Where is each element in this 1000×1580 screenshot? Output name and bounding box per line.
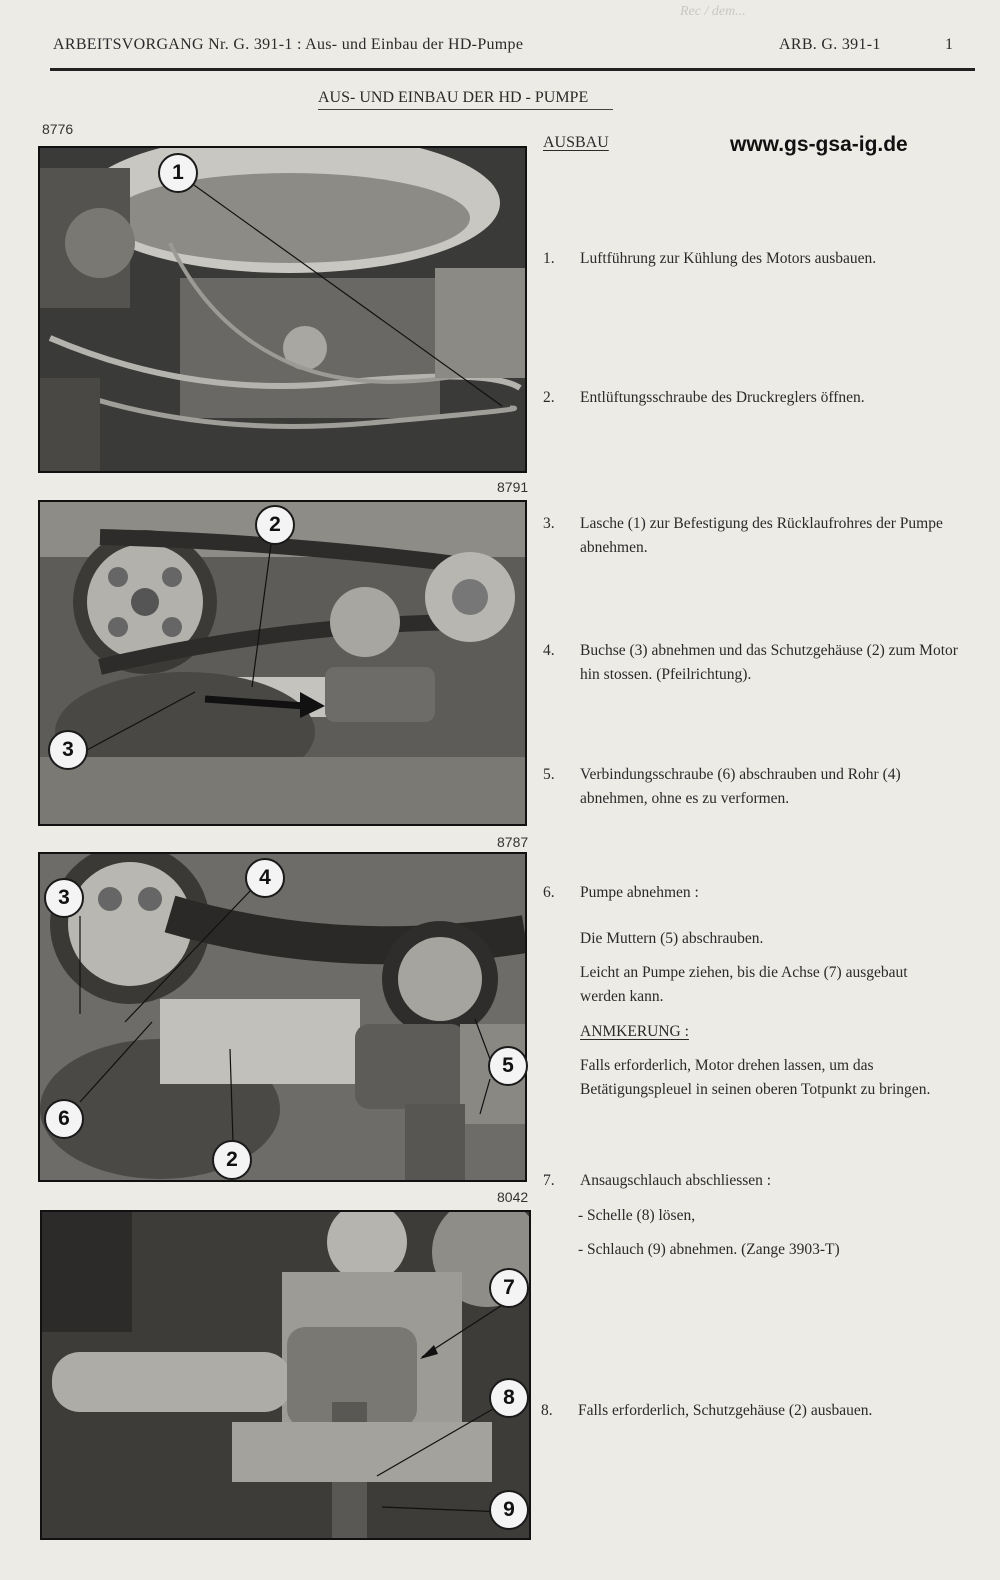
step-7-detail: - Schlauch (9) abnehmen. (Zange 3903-T) <box>578 1241 840 1258</box>
step-1 <box>543 247 983 273</box>
callout-4: 4 <box>245 858 285 898</box>
step-6-detail: Leicht an Pumpe ziehen, bis die Achse (7) ausgebaut werden kann. <box>580 964 908 1005</box>
step-6 <box>543 881 983 907</box>
remark-label: ANMKERUNG : <box>580 1023 689 1040</box>
operation-header: ARBEITSVORGANG Nr. G. 391-1 : Aus- und Einbau der HD-Pumpe <box>53 36 524 53</box>
step-3 <box>543 512 983 564</box>
photo-pump-housing <box>38 852 527 1182</box>
step-text: Luftführung zur Kühlung des Motors ausbauen. <box>580 250 877 267</box>
step-number: 1. <box>543 250 555 267</box>
step-number: 2. <box>543 389 555 406</box>
callout-6: 6 <box>44 1099 84 1139</box>
callout-5: 5 <box>488 1046 528 1086</box>
step-7-detail: - Schelle (8) lösen, <box>578 1207 696 1224</box>
callout-8: 8 <box>489 1378 529 1418</box>
website-watermark: www.gs-gsa-ig.de <box>730 133 908 156</box>
arb-reference: ARB. G. 391-1 <box>779 36 881 53</box>
step-2 <box>543 386 983 412</box>
step-number: 6. <box>543 884 555 901</box>
step-4 <box>543 639 983 691</box>
callout-1: 1 <box>158 153 198 193</box>
header-rule <box>50 68 975 71</box>
callout-2: 2 <box>212 1140 252 1180</box>
figure-number: 8042 <box>497 1189 529 1205</box>
step-5 <box>543 763 983 815</box>
figure-number: 8776 <box>42 121 74 137</box>
step-number: 4. <box>543 642 555 659</box>
remark-text: Falls erforderlich, Motor drehen lassen, um das Betätigungspleuel in seinen oberen Totpunkt zu bringen. <box>580 1057 931 1098</box>
photo-belt-drive <box>38 500 527 826</box>
step-text: Falls erforderlich, Schutzgehäuse (2) ausbauen. <box>578 1402 873 1419</box>
page-title: AUS- UND EINBAU DER HD - PUMPE <box>318 89 589 106</box>
step-7 <box>543 1169 983 1195</box>
step-number: 5. <box>543 766 555 783</box>
step-text: Pumpe abnehmen : <box>580 884 699 901</box>
figure-number: 8791 <box>497 479 529 495</box>
step-number: 3. <box>543 515 555 532</box>
callout-9: 9 <box>489 1490 529 1530</box>
photo-engine-top <box>38 146 527 473</box>
step-number: 7. <box>543 1172 555 1189</box>
step-text: Lasche (1) zur Befestigung des Rücklaufrohres der Pumpe abnehmen. <box>580 515 943 556</box>
step-text: Verbindungsschraube (6) abschrauben und Rohr (4) abnehmen, ohne es zu verformen. <box>580 766 901 807</box>
step-text: Ansaugschlauch abschliessen : <box>580 1172 772 1189</box>
callout-3: 3 <box>44 878 84 918</box>
handwritten-note: Rec / dem... <box>680 4 746 19</box>
step-6-detail: Die Muttern (5) abschrauben. <box>580 930 764 947</box>
step-text: Buchse (3) abnehmen und das Schutzgehäuse (2) zum Motor hin stossen. (Pfeilrichtung). <box>580 642 958 683</box>
figure-number: 8787 <box>497 834 529 850</box>
step-8 <box>541 1399 981 1451</box>
page-number: 1 <box>945 36 954 53</box>
callout-7: 7 <box>489 1268 529 1308</box>
step-number: 8. <box>541 1402 553 1419</box>
section-heading: AUSBAU <box>543 134 609 151</box>
callout-3: 3 <box>48 730 88 770</box>
step-text: Entlüftungsschraube des Druckreglers öffnen. <box>580 389 865 406</box>
title-underline <box>318 109 613 110</box>
callout-2: 2 <box>255 505 295 545</box>
photo-pump-hose <box>40 1210 531 1540</box>
